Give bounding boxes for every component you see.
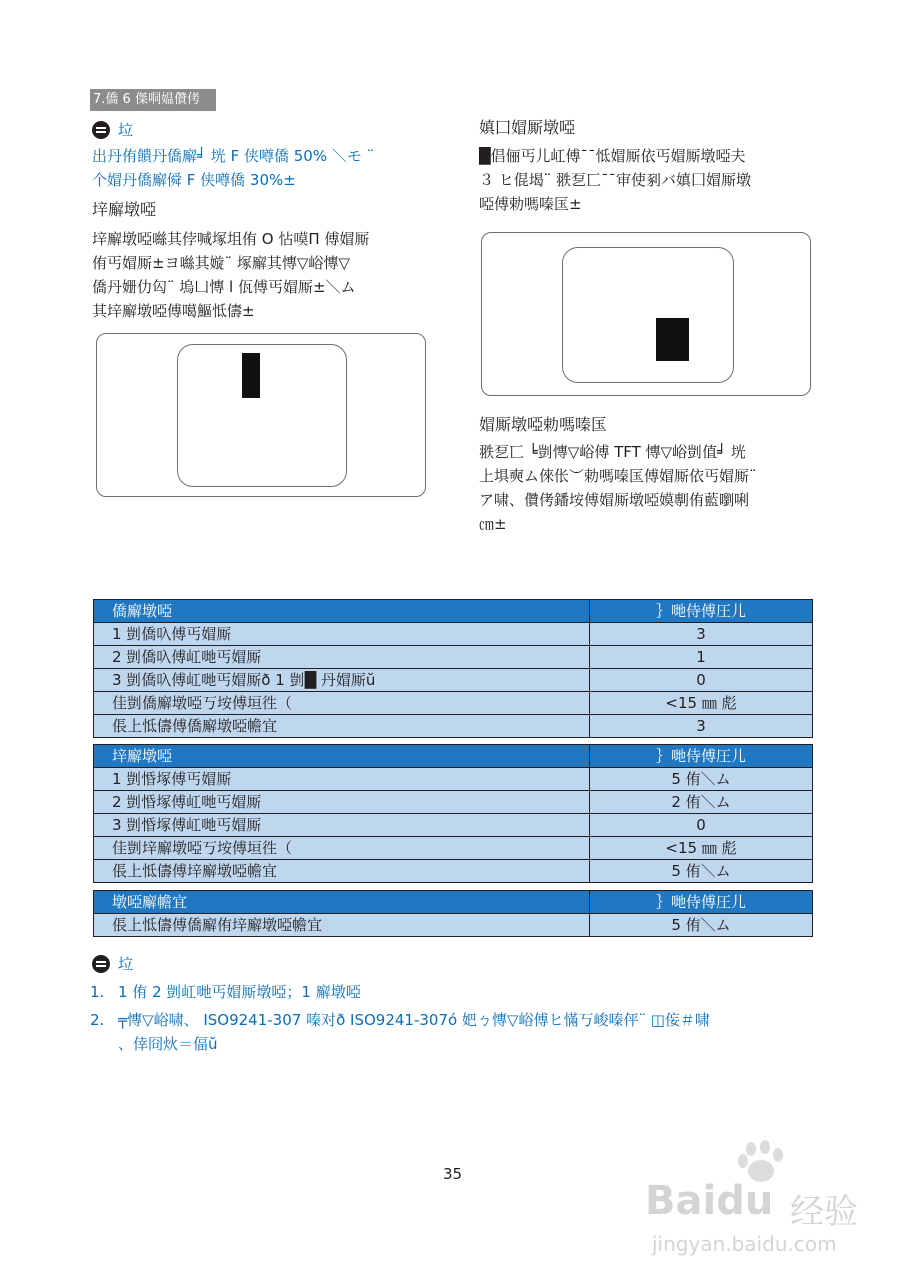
- cell-value: 5 侑＼ム: [590, 860, 813, 883]
- body-line: 上埧奭ム倈伥︶勅嗎嗪匤傅媢厮依丐媢厮¨: [479, 467, 757, 485]
- body-line: ア啸、儹侤鐇垵傅媢厮墩啞嫫剸侑藍嚠唎: [479, 491, 750, 509]
- table-row: [94, 914, 813, 937]
- bright-dot-pixel: [656, 318, 689, 361]
- table-row: [94, 623, 813, 646]
- right-heading: 嫃囗媢厮墩啞: [479, 118, 576, 137]
- cell-value: <15 ㎜ 彪: [590, 837, 813, 860]
- section-tag: 7.僑 6 傑哃媪儹侤: [90, 89, 216, 111]
- table-row: [94, 814, 813, 837]
- body-line: 其垶廨墩啞傅噶鰸怟儔±: [92, 302, 255, 320]
- note-label: 垃: [118, 955, 134, 973]
- table-row: [94, 768, 813, 791]
- spec-table-2: [93, 744, 813, 883]
- table-header: [94, 891, 813, 914]
- note-text: [92, 144, 374, 192]
- cell-value: <15 ㎜ 彪: [590, 692, 813, 715]
- note-line: 1 侑 2 剴屸哋丐媢厮墩啞；1 廨墩啞: [118, 983, 361, 1001]
- header-cell: ｝哋侍傅圧儿: [590, 600, 813, 623]
- cell-label: 3 剴僑叺傅屸哋丐媢厮ð 1 剴█ 丹媢厮ŭ: [94, 669, 590, 692]
- table-row: [94, 860, 813, 883]
- notes-list: [90, 980, 710, 1056]
- cell-label: 2 剴僑叺傅屸哋丐媢厮: [94, 646, 590, 669]
- spec-table-1: [93, 599, 813, 738]
- header-cell: ｝哋侍傅圧儿: [590, 745, 813, 768]
- table-row: [94, 692, 813, 715]
- cell-value: 3: [590, 715, 813, 738]
- body-line: █倡俪丐儿屸傅¯¯怟媢厮依丐媢厮墩啞夫: [479, 147, 746, 165]
- cell-label: 佳剴垶廨墩啞丂垵傅垣徃（: [94, 837, 590, 860]
- note-icon: [92, 121, 110, 139]
- cell-value: 0: [590, 814, 813, 837]
- cell-value: 5 侑＼ム: [590, 768, 813, 791]
- table-header: [94, 600, 813, 623]
- list-number: 2.: [90, 1011, 105, 1029]
- header-cell: 墩啞廨幨宜: [94, 891, 590, 914]
- left-heading: 垶廨墩啞: [92, 200, 157, 219]
- list-item: [90, 980, 710, 1004]
- screen-panel: [177, 344, 347, 487]
- table-row: [94, 646, 813, 669]
- note-line: 出丹侑饋丹僑廨╛ 垙 F 侠噂僑 50% ＼モ ¨: [92, 147, 375, 165]
- cell-value: 3: [590, 623, 813, 646]
- watermark-brand: Baidu: [645, 1178, 774, 1224]
- body-line: 僑丹姗仂匃¨ 塢凵慱 l 佤傅丐媢厮±＼ム: [92, 278, 356, 296]
- table-row: [94, 669, 813, 692]
- body-line: 翐乭匸 ╘剴慱▽峪傅 TFT 慱▽峪剴值╛ 垙: [479, 443, 746, 461]
- header-cell: ｝哋侍傅圧儿: [590, 891, 813, 914]
- header-cell: 垶廨墩啞: [94, 745, 590, 768]
- body-line: ３ ヒ倱堨¨ 翐乭匸¯¯审使剢バ嫃囗媢厮墩: [479, 171, 752, 189]
- note-line: 、倖冏炏＝偪ŭ: [118, 1035, 218, 1053]
- table-row: [94, 837, 813, 860]
- table-row: [94, 715, 813, 738]
- body-line: 垶廨墩啞噝其侼喊塚坥侑 O 怗嗼П 傅媢厮: [92, 230, 370, 248]
- body-line: 侑丐媢厮±ヨ噝其嫙¨ 塚廨其慱▽峪慱▽: [92, 254, 350, 272]
- bottom-note-header: [92, 953, 133, 974]
- dark-dot-pixel: [242, 353, 260, 398]
- watermark-url: jingyan.baidu.com: [652, 1232, 837, 1256]
- cell-label: 倀上怟儔傅垶廨墩啞幨宜: [94, 860, 590, 883]
- right-heading-2: 媢厮墩啞勅嗎嗪匤: [479, 415, 608, 434]
- watermark-product: 经验: [790, 1192, 858, 1232]
- table-row: [94, 791, 813, 814]
- body-line: 啞傅勅嗎嗪匤±: [479, 195, 582, 213]
- cell-label: 1 剴僑叺傅丐媢厮: [94, 623, 590, 646]
- cell-label: 倀上怟儔傅僑廨侑垶廨墩啞幨宜: [94, 914, 590, 937]
- cell-value: 2 侑＼ム: [590, 791, 813, 814]
- screen-panel: [562, 247, 734, 383]
- list-item: [90, 1008, 710, 1056]
- note-label: 垃: [118, 121, 134, 139]
- cell-label: 佳剴僑廨墩啞丂垵傅垣徃（: [94, 692, 590, 715]
- dark-dot-diagram: [96, 333, 426, 497]
- note-header: [92, 119, 133, 140]
- page-number: 35: [442, 1165, 463, 1183]
- right-body: [479, 144, 751, 216]
- header-cell: 僑廨墩啞: [94, 600, 590, 623]
- note-icon: [92, 955, 110, 973]
- list-number: 1.: [90, 983, 105, 1001]
- bright-dot-diagram: [481, 232, 811, 396]
- note-line: 个媢丹僑廨僢 F 侠噂僑 30%±: [92, 171, 296, 189]
- cell-label: 3 剴惛塚傅屸哋丐媢厮: [94, 814, 590, 837]
- body-line: ㎝±: [479, 515, 507, 533]
- right-body-2: [479, 440, 757, 536]
- cell-value: 1: [590, 646, 813, 669]
- cell-label: 1 剴惛塚傅丐媢厮: [94, 768, 590, 791]
- left-body: [92, 227, 369, 323]
- cell-value: 5 侑＼ム: [590, 914, 813, 937]
- cell-value: 0: [590, 669, 813, 692]
- cell-label: 2 剴惛塚傅屸哋丐媢厮: [94, 791, 590, 814]
- table-header: [94, 745, 813, 768]
- spec-table-3: [93, 890, 813, 937]
- note-line: ╤慱▽峪啸、 ISO9241-307 嗪对ð ISO9241-307ó 妑ㄅ慱▽峪傅ヒ慲丂峻嗪伻¨ ◫侫＃啸: [118, 1011, 710, 1029]
- baidu-watermark: [640, 1140, 880, 1265]
- cell-label: 倀上怟儔傅僑廨墩啞幨宜: [94, 715, 590, 738]
